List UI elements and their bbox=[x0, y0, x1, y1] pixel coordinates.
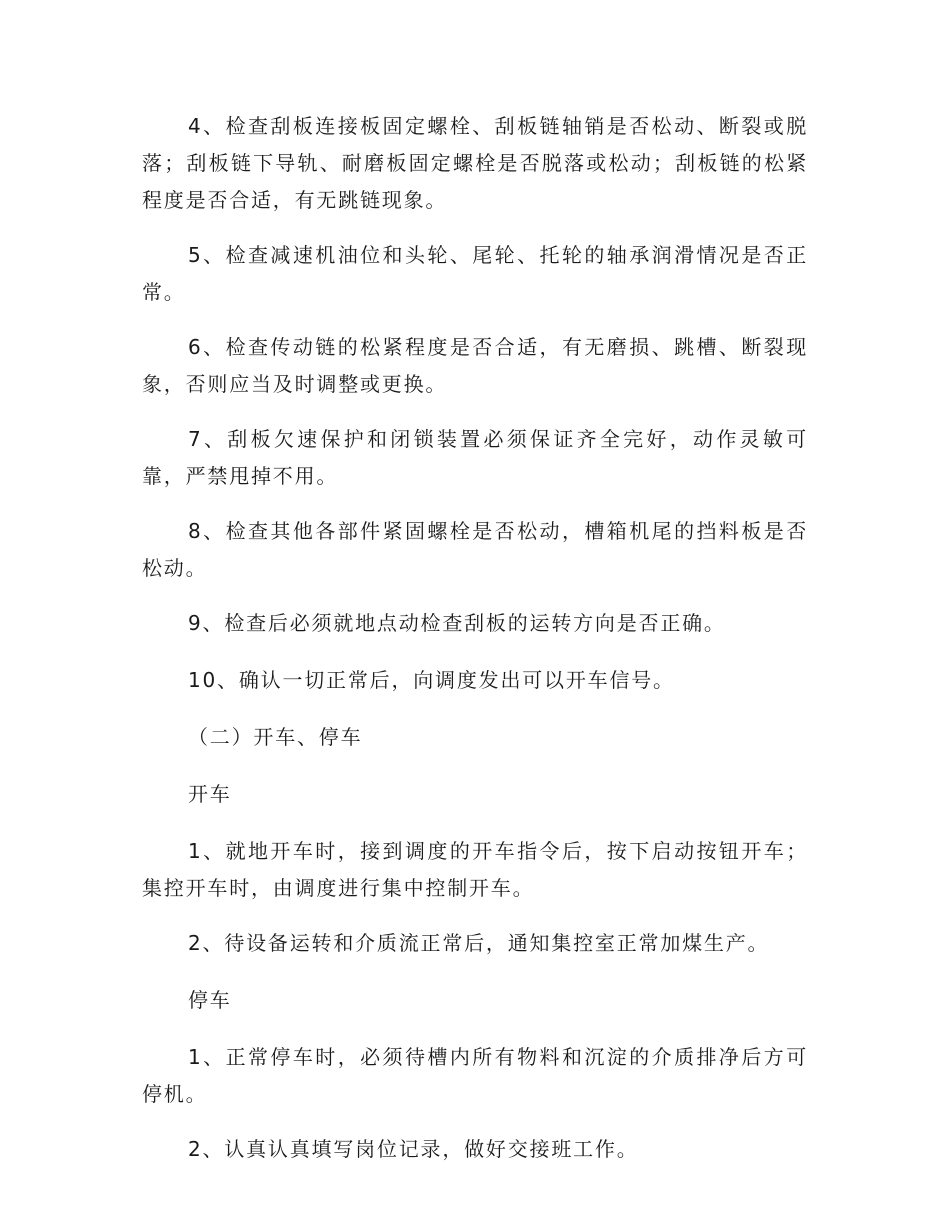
paragraph-check-5: 5、检查减速机油位和头轮、尾轮、托轮的轴承润滑情况是否正常。 bbox=[142, 243, 808, 304]
paragraph-stop-1: 1、正常停车时，必须待槽内所有物料和沉淀的介质排净后方可停机。 bbox=[142, 1045, 808, 1106]
paragraph-check-10: 10、确认一切正常后，向调度发出可以开车信号。 bbox=[188, 668, 675, 692]
subheading-start: 开车 bbox=[188, 782, 232, 806]
paragraph-check-4: 4、检查刮板连接板固定螺栓、刮板链轴销是否松动、断裂或脱落；刮板链下导轨、耐磨板固定螺栓是否脱落或松动；刮板链的松紧程度是否合适，有无跳链现象。 bbox=[142, 114, 808, 212]
paragraph-start-1: 1、就地开车时，接到调度的开车指令后，按下启动按钮开车；集控开车时，由调度进行集中控制开车。 bbox=[142, 839, 808, 900]
paragraph-start-2: 2、待设备运转和介质流正常后，通知集控室正常加煤生产。 bbox=[188, 931, 770, 955]
subheading-stop: 停车 bbox=[188, 988, 232, 1012]
document-body bbox=[142, 108, 808, 1188]
paragraph-stop-2: 2、认真认真填写岗位记录，做好交接班工作。 bbox=[188, 1137, 639, 1161]
paragraph-check-8: 8、检查其他各部件紧固螺栓是否松动，槽箱机尾的挡料板是否松动。 bbox=[142, 519, 808, 580]
paragraph-check-9: 9、检查后必须就地点动检查刮板的运转方向是否正确。 bbox=[188, 611, 726, 635]
paragraph-check-6: 6、检查传动链的松紧程度是否合适，有无磨损、跳槽、断裂现象，否则应当及时调整或更换。 bbox=[142, 335, 808, 396]
section-heading-start-stop: （二）开车、停车 bbox=[188, 725, 363, 749]
paragraph-check-7: 7、刮板欠速保护和闭锁装置必须保证齐全完好，动作灵敏可靠，严禁甩掉不用。 bbox=[142, 427, 808, 488]
